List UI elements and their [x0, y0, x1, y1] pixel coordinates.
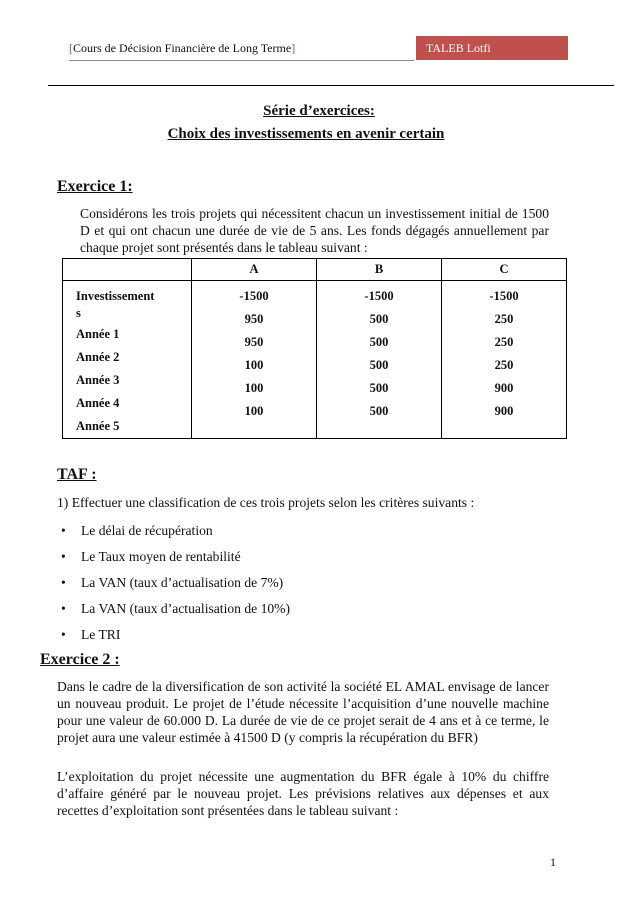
criterion-item: • La VAN (taux d’actualisation de 7%) — [61, 575, 284, 590]
bracket-close: ] — [291, 41, 296, 55]
cell-value: 250 — [494, 358, 514, 372]
row-label: s — [76, 306, 81, 320]
series-subtitle: Choix des investissements en avenir certain — [167, 126, 445, 142]
cell-value: 900 — [494, 404, 514, 418]
criterion-item: • La VAN (taux d’actualisation de 10%) — [61, 601, 291, 616]
row-label: Année 4 — [76, 396, 120, 410]
column-a-values — [192, 281, 317, 439]
cell-value: 500 — [369, 335, 389, 349]
row-labels-cell — [63, 281, 192, 439]
table-header-empty — [63, 259, 192, 281]
bullet-icon: • — [61, 523, 66, 538]
cell-value: 100 — [244, 404, 264, 418]
criterion-item: • Le délai de récupération — [61, 523, 213, 538]
exercise-2-paragraph-1: Dans le cadre de la diversification de son activité la société EL AMAL envisage de lancer un nouveau produit. Le projet de l’étude nécessite l’acquisition d’une nouvelle machine pour une valeur de 60.000 D. La durée de vie de ce projet serait de 4 ans et à ce terme, le projet aura une valeur estimée à 41500 D (y compris la récupération du BFR) — [57, 679, 549, 745]
cell-value: 250 — [494, 312, 514, 326]
header-course-title — [69, 36, 414, 61]
cell-value: 900 — [494, 381, 514, 395]
cell-value: 500 — [369, 312, 389, 326]
exercise-2-heading: Exercice 2 : — [40, 651, 120, 668]
row-label: Investissement — [76, 289, 155, 303]
bullet-icon: • — [61, 549, 66, 564]
column-c-values — [442, 281, 567, 439]
table-header-a: A — [192, 259, 317, 281]
cell-value: 500 — [369, 358, 389, 372]
row-label: Année 5 — [76, 419, 120, 433]
cell-value: -1500 — [489, 289, 519, 303]
table-header-c: C — [442, 259, 567, 281]
cell-value: 950 — [244, 312, 264, 326]
exercise-2-paragraph-2: L’exploitation du projet nécessite une augmentation du BFR égale à 10% du chiffre d’affaire généré par le nouveau projet. Les prévisions relatives aux dépenses et aux recettes d’exploitation sont présentées dans le tableau suivant : — [57, 769, 549, 818]
cell-value: 100 — [244, 381, 264, 395]
row-label: Année 3 — [76, 373, 120, 387]
header-author-badge: TALEB Lotfi — [416, 36, 568, 60]
taf-heading: TAF : — [57, 466, 97, 483]
cell-value: 500 — [369, 381, 389, 395]
page-number: 1 — [550, 855, 556, 869]
column-b-values — [317, 281, 442, 439]
cell-value: 950 — [244, 335, 264, 349]
cell-value: 100 — [244, 358, 264, 372]
exercise-1-heading: Exercice 1: — [57, 178, 133, 195]
header-divider — [48, 85, 614, 86]
table-header-row — [63, 259, 567, 281]
bullet-icon: • — [61, 575, 66, 590]
criterion-item: • Le Taux moyen de rentabilité — [61, 549, 241, 564]
bullet-icon: • — [61, 627, 66, 642]
cell-value: 500 — [369, 404, 389, 418]
cell-value: 250 — [494, 335, 514, 349]
course-name: Cours de Décision Financière de Long Terme — [73, 41, 292, 55]
cell-value: -1500 — [364, 289, 394, 303]
exercise-1-intro: Considérons les trois projets qui nécessitent chacun un investissement initial de 1500 D et qui ont chacun une durée de vie de 5 ans. Les fonds dégagés annuellement par chaque projet sont présentés dans le tableau suivant : — [80, 206, 549, 255]
row-label: Année 2 — [76, 350, 120, 364]
table-row — [63, 281, 567, 439]
cell-value: -1500 — [239, 289, 269, 303]
table-header-b: B — [317, 259, 442, 281]
question-1: 1) Effectuer une classification de ces trois projets selon les critères suivants : — [57, 495, 475, 510]
bullet-icon: • — [61, 601, 66, 616]
bracket-open: [ — [69, 41, 73, 55]
row-label: Année 1 — [76, 327, 120, 341]
cash-flow-table — [62, 258, 567, 439]
criterion-item: • Le TRI — [61, 627, 121, 642]
series-title: Série d’exercices: — [263, 103, 375, 119]
